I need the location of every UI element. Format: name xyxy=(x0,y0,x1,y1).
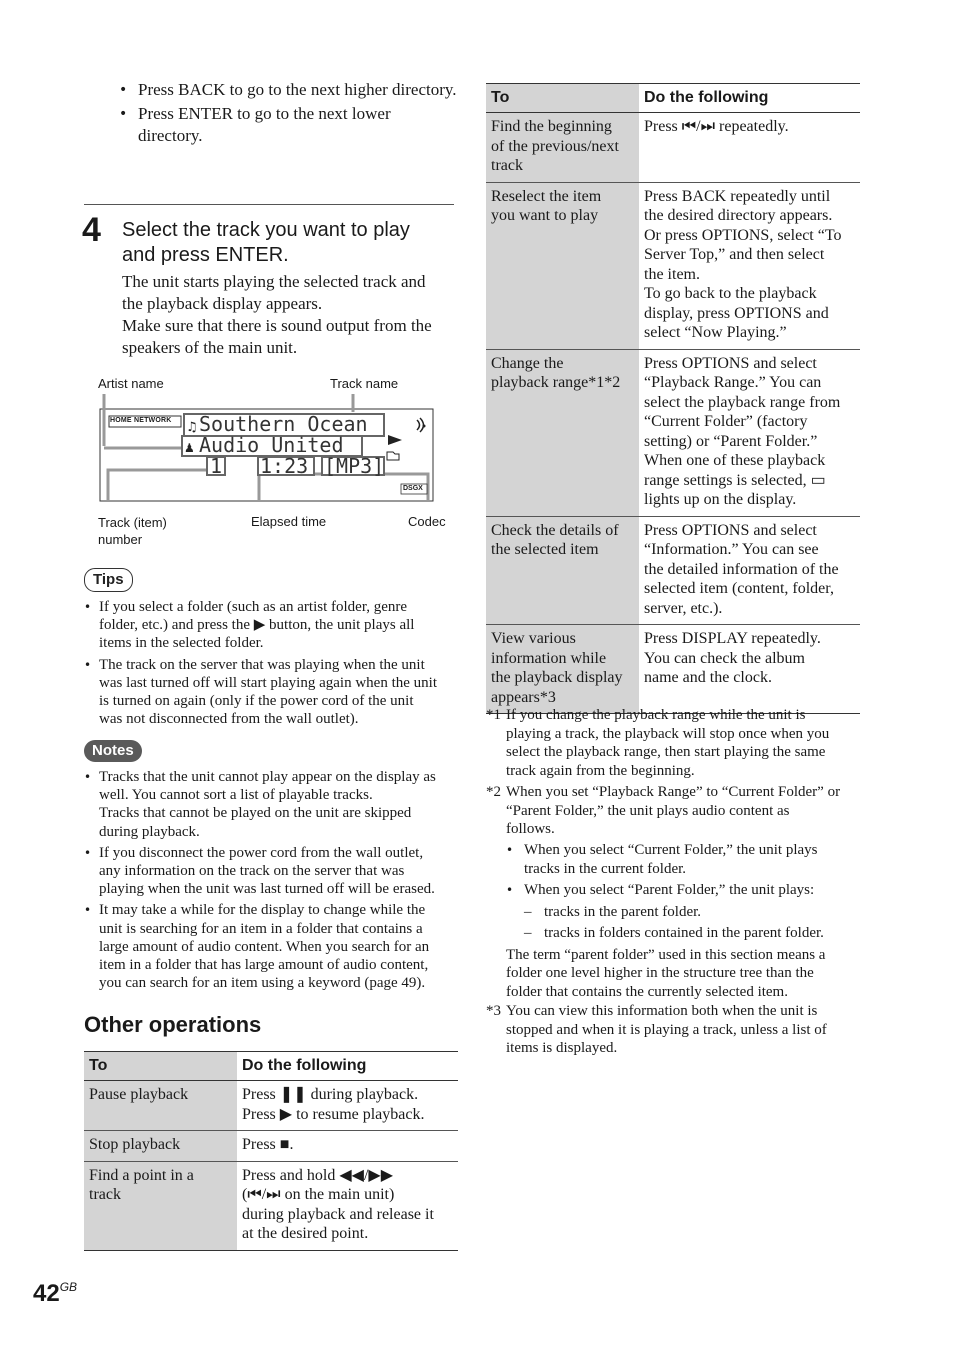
lcd-track-number: 1 xyxy=(210,454,223,478)
lcd-track-name: Southern Ocean xyxy=(199,412,368,436)
notes-badge: Notes xyxy=(84,740,142,762)
page-suffix: GB xyxy=(59,1280,78,1294)
note-item: • Tracks that the unit cannot play appear on the display as well. You cannot sort a list of playable tracks. Tracks that cannot be played on the unit are skipped during playback. xyxy=(84,768,458,841)
table-row: View various information while the playback display appears*3 Press DISPLAY repeatedly. You can check the album name and the clock. xyxy=(486,625,860,714)
table-row: Check the details of the selected item Press OPTIONS and select “Information.” You can see the detailed information of the selected item (content, folder, server, etc.). xyxy=(486,516,860,625)
table-row: Find a point in a track Press and hold ◀◀/▶▶ (⏮/⏭ on the main unit) during playback and release it at the desired point. xyxy=(84,1161,458,1250)
bullet-item: • Press BACK to go to the next higher directory. xyxy=(119,79,459,101)
tips-badge: Tips xyxy=(84,568,133,592)
step-heading: Select the track you want to play and press ENTER. xyxy=(122,219,410,266)
page-number: $42^{GB}$ xyxy=(33,1280,78,1307)
label-codec: Codec xyxy=(408,514,446,529)
table-header-row xyxy=(84,1052,458,1081)
label-elapsed-time: Elapsed time xyxy=(251,514,327,529)
table-header-row xyxy=(486,84,860,113)
lcd-artist-name: Audio United xyxy=(199,433,344,457)
table-row: Change the playback range*1*2 Press OPTIONS and select “Playback Range.” You can select the playback range from “Current Folder” (factory setting) or “Parent Folder.” When one of these playback range settings is selected, ▭ lights up on the display. xyxy=(486,349,860,516)
note-item: • If you disconnect the power cord from the wall outlet, any information on the track on the server that was playing when the unit was last turned off will be erased. xyxy=(84,844,458,899)
music-note-icon: ♫ xyxy=(186,420,198,435)
lcd-elapsed-time: 1:23 xyxy=(260,454,309,478)
bullet-item: • Press ENTER to go to the next lower directory. xyxy=(119,103,459,147)
note-item: • It may take a while for the display to change while the unit is searching for an item in a folder that contains a large amount of audio content. When you search for an item in a folder that has large amount of audio content, you can search for an item using a keyword (page 49). xyxy=(84,901,458,992)
tip-item: • If you select a folder (such as an artist folder, genre folder, etc.) and press the ▶ button, the unit plays all items in the selected folder. xyxy=(84,598,456,653)
label-artist-name: Artist name xyxy=(98,376,164,391)
list-item: – tracks in folders contained in the parent folder. xyxy=(524,925,824,941)
list-item: • When you select “Current Folder,” the unit plays tracks in the current folder. xyxy=(506,842,818,877)
lcd-codec: [MP3] xyxy=(324,454,385,478)
dsgx-label: DSGX xyxy=(403,485,423,492)
table-row: Stop playback Press ■. xyxy=(84,1131,458,1162)
step-divider xyxy=(84,204,454,205)
notes-list xyxy=(84,768,458,995)
home-network-label: HOME NETWORK xyxy=(110,417,172,424)
top-bullet-list xyxy=(119,79,459,149)
col-header-do: Do the following xyxy=(237,1052,458,1081)
label-track-name: Track name xyxy=(330,376,399,391)
step-number: 4 xyxy=(82,211,101,249)
table-row: Find the beginning of the previous/next track Press ⏮/⏭ repeatedly. xyxy=(486,113,860,183)
table-row: Reselect the item you want to play Press BACK repeatedly until the desired directory appears. Or press OPTIONS, select “To Server Top,” and then select the item. To go back to the playback display, press OPTIONS and select “Now Playing.” xyxy=(486,182,860,349)
col-header-to: To xyxy=(84,1052,237,1081)
col-header-do: Do the following xyxy=(639,84,860,113)
tip-item: • The track on the server that was playing when the unit was last turned off will start playing again when the unit is turned on again (only if the power cord of the unit was not disconnected from the wall outlet). xyxy=(84,656,456,729)
right-operations-table xyxy=(486,83,860,714)
label-track-number: Track (item) number xyxy=(98,515,167,547)
other-operations-table xyxy=(84,1051,458,1251)
tips-list xyxy=(84,598,456,731)
step-body: The unit starts playing the selected track and the playback display appears. Make sure that there is sound output from the speakers of the main unit. xyxy=(122,272,432,357)
list-item: – tracks in the parent folder. xyxy=(524,903,702,920)
person-icon: ♟ xyxy=(184,441,195,455)
footnote-2-bullets: • When you select “Current Folder,” the unit plays tracks in the current folder. • When you select “Parent Folder,” the unit plays: – tracks in the parent folder. – tracks in folders contained in the parent folder. The term “parent folder” used in this section means a folder one level higher in the structure tree than the folder that contains the currently selected item. xyxy=(506,841,856,1001)
list-item: • When you select “Parent Folder,” the unit plays: xyxy=(506,882,815,898)
section-heading-other-operations: Other operations xyxy=(84,1012,262,1037)
col-header-to: To xyxy=(486,84,639,113)
table-row: Pause playback Press ❚❚ during playback. Press ▶ to resume playback. xyxy=(84,1081,458,1131)
